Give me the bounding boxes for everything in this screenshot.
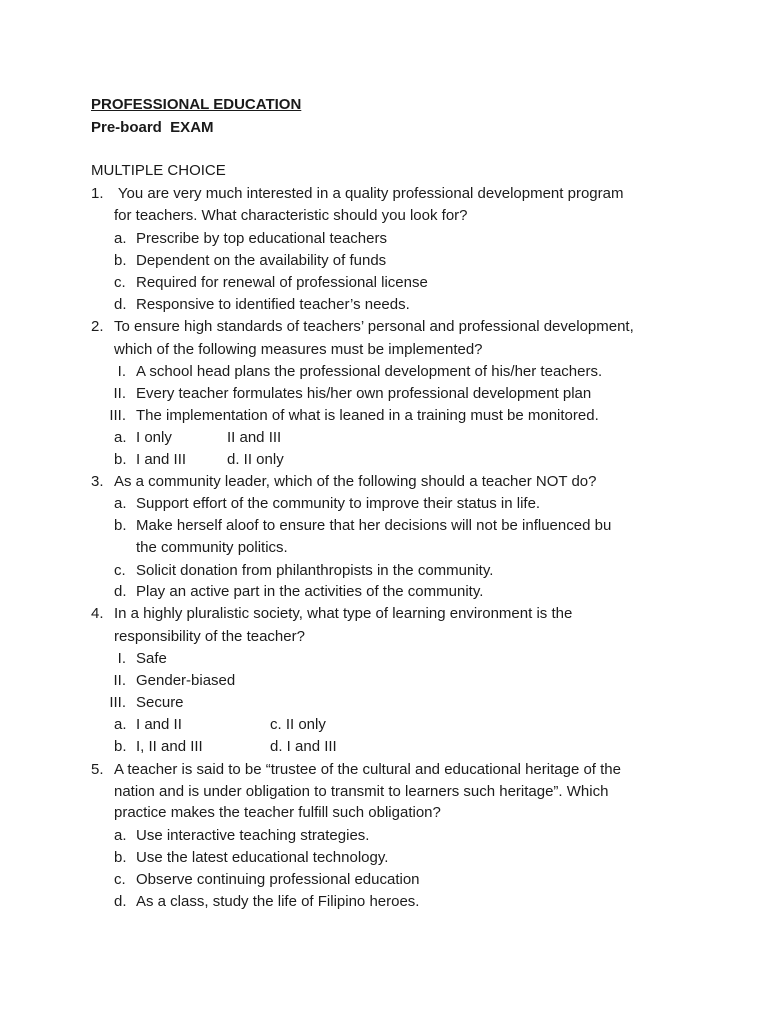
question-2-text-line-2: which of the following measures must be implemented? — [114, 341, 483, 358]
question-1-choice-d-label: d. — [114, 296, 127, 313]
question-4-statement-3-label: III. — [109, 694, 126, 711]
question-5-choice-b: Use the latest educational technology. — [136, 849, 389, 866]
question-2-option-c: II and III — [227, 429, 282, 446]
question-4-number: 4. — [91, 605, 104, 622]
question-5-choice-c: Observe continuing professional education — [136, 871, 420, 888]
question-4-statement-2-label: II. — [113, 672, 126, 689]
question-1-choice-a-label: a. — [114, 230, 127, 247]
question-2-statement-2: Every teacher formulates his/her own professional development plan — [136, 385, 592, 402]
question-4-statement-1: Safe — [136, 650, 167, 667]
question-2-option-a-label: a. — [114, 429, 127, 446]
question-4-option-d: d. I and III — [270, 738, 337, 755]
question-4-statement-3: Secure — [136, 694, 184, 711]
question-1-choice-c: Required for renewal of professional license — [136, 274, 428, 291]
question-4-text-line-1: In a highly pluralistic society, what type of learning environment is the — [114, 605, 573, 622]
question-5-choice-b-label: b. — [114, 849, 127, 866]
question-3-choice-d-label: d. — [114, 583, 127, 600]
question-4-option-b-label: b. — [114, 738, 127, 755]
question-2-option-b: I and III — [136, 451, 187, 468]
question-5-number: 5. — [91, 761, 104, 778]
question-5-choice-c-label: c. — [114, 871, 126, 888]
question-2-statement-2-label: II. — [113, 385, 126, 402]
question-4-option-c: c. II only — [270, 716, 326, 733]
question-1-choice-d: Responsive to identified teacher’s needs. — [136, 296, 410, 313]
question-2-statement-3-label: III. — [109, 407, 126, 424]
question-4-option-a: I and II — [136, 716, 182, 733]
question-4-text-line-2: responsibility of the teacher? — [114, 628, 305, 645]
question-5-choice-a-label: a. — [114, 827, 127, 844]
question-5-text-line-3: practice makes the teacher fulfill such obligation? — [114, 804, 441, 821]
question-2-option-d: d. II only — [227, 451, 284, 468]
question-3-choice-a: Support effort of the community to improve their status in life. — [136, 495, 541, 512]
question-5-choice-d-label: d. — [114, 893, 127, 910]
question-2-option-a: I only — [136, 429, 172, 446]
section-heading: MULTIPLE CHOICE — [91, 162, 226, 179]
question-4-statement-2: Gender-biased — [136, 672, 236, 689]
question-4-option-a-label: a. — [114, 716, 127, 733]
question-2-statement-1-label: I. — [117, 363, 126, 380]
question-3-number: 3. — [91, 473, 104, 490]
question-2-statement-3: The implementation of what is leaned in a training must be monitored. — [136, 407, 599, 424]
question-3-choice-a-label: a. — [114, 495, 127, 512]
question-2-statement-1: A school head plans the professional development of his/her teachers. — [136, 363, 603, 380]
question-3-text-line-1: As a community leader, which of the following should a teacher NOT do? — [114, 473, 597, 490]
question-2-option-b-label: b. — [114, 451, 127, 468]
question-1-choice-a: Prescribe by top educational teachers — [136, 230, 387, 247]
question-1-number: 1. — [91, 185, 104, 202]
question-1-choice-c-label: c. — [114, 274, 126, 291]
question-2-text-line-1: To ensure high standards of teachers’ personal and professional development, — [114, 318, 634, 335]
question-3-choice-c: Solicit donation from philanthropists in the community. — [136, 562, 494, 579]
question-3-choice-b: Make herself aloof to ensure that her decisions will not be influenced bu — [136, 517, 612, 534]
question-5-choice-d: As a class, study the life of Filipino heroes. — [136, 893, 420, 910]
question-3-choice-b-continued: the community politics. — [136, 539, 288, 556]
document-subtitle: Pre-board EXAM — [91, 119, 214, 136]
question-1-text-line-2: for teachers. What characteristic should you look for? — [114, 207, 468, 224]
question-5-choice-a: Use interactive teaching strategies. — [136, 827, 370, 844]
question-5-text-line-2: nation and is under obligation to transmit to learners such heritage”. Which — [114, 783, 609, 800]
question-4-statement-1-label: I. — [117, 650, 126, 667]
question-4-option-b: I, II and III — [136, 738, 203, 755]
document-title: PROFESSIONAL EDUCATION — [91, 96, 302, 113]
question-1-choice-b: Dependent on the availability of funds — [136, 252, 387, 269]
question-2-number: 2. — [91, 318, 104, 335]
question-3-choice-d: Play an active part in the activities of the community. — [136, 583, 484, 600]
question-3-choice-c-label: c. — [114, 562, 126, 579]
question-1-choice-b-label: b. — [114, 252, 127, 269]
question-1-text-line-1: You are very much interested in a quality professional development program — [114, 185, 624, 202]
question-5-text-line-1: A teacher is said to be “trustee of the cultural and educational heritage of the — [114, 761, 621, 778]
question-3-choice-b-label: b. — [114, 517, 127, 534]
